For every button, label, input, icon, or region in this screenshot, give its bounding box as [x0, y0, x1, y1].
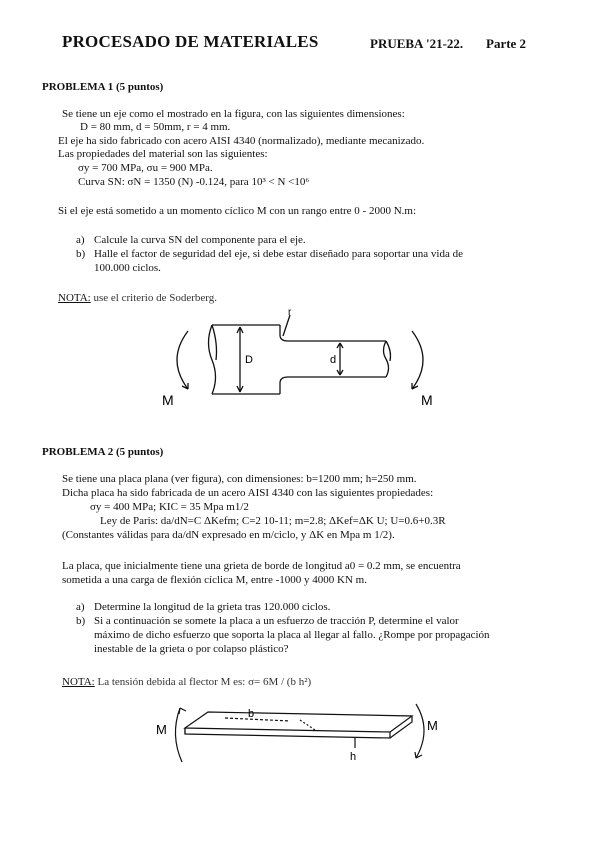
p2-item-b-cont: máximo de dicho esfuerzo que soporta la placa al llegar al fallo. ¿Rompe por propagación — [94, 629, 490, 641]
p2-item-b: Si a continuación se somete la placa a un esfuerzo de tracción P, determine el valor — [94, 615, 459, 627]
test-part: Parte 2 — [486, 36, 527, 51]
label-h: h — [350, 751, 357, 763]
nota-label: NOTA: — [58, 292, 91, 304]
label-M-right: M — [421, 392, 433, 408]
label-M-left: M — [162, 392, 174, 408]
p1-dimensions: D = 80 mm, d = 50mm, r = 4 mm. — [80, 121, 231, 133]
p2-units-note: (Constantes válidas para da/dN expresado en m/ciclo, y ΔK en Mpa m 1/2). — [62, 529, 395, 541]
p1-item-a: Calcule la curva SN del componente para el eje. — [94, 234, 306, 246]
label-d: d — [330, 354, 337, 366]
p2-paris-law: Ley de Paris: da/dN=C ΔKefm; C=2 10-11; m=2.8; ΔKef=ΔK U; U=0.6+0.3R — [100, 515, 446, 527]
p2-item-marker: a) — [76, 601, 85, 613]
nota-text: La tensión debida al flector M es: σ= 6M / (b h²) — [97, 676, 312, 688]
label-D: D — [245, 354, 253, 366]
p2-properties: σy = 400 MPa; KIC = 35 Mpa m1/2 — [90, 501, 249, 513]
nota-label: NOTA: — [62, 676, 95, 688]
p1-line: Las propiedades del material son las siguientes: — [58, 148, 268, 160]
label-r: r — [288, 307, 292, 318]
label-M-right: M — [427, 718, 438, 733]
problem2-heading: PROBLEMA 2 (5 puntos) — [42, 446, 164, 458]
problem1-heading: PROBLEMA 1 (5 puntos) — [42, 81, 164, 93]
page-title: PROCESADO DE MATERIALES — [62, 32, 319, 51]
nota-text: use el criterio de Soderberg. — [93, 292, 217, 304]
p1-item-marker: b) — [76, 248, 86, 260]
shaft-figure — [150, 305, 450, 415]
p2-item-b-cont: inestable de la grieta o por colapso plástico? — [94, 643, 289, 655]
p1-yield-ultimate: σy = 700 MPa, σu = 900 MPa. — [78, 162, 213, 174]
moment-arc-right — [416, 704, 424, 758]
plate-figure — [150, 700, 450, 780]
p2-para: sometida a una carga de flexión cíclica M, entre -1000 y 4000 KN m. — [62, 574, 367, 586]
p2-item-a: Determine la longitud de la grieta tras 120.000 ciclos. — [94, 601, 331, 613]
p2-line: Se tiene una placa plana (ver figura), con dimensiones: b=1200 mm; h=250 mm. — [62, 473, 417, 485]
test-year: PRUEBA '21-22. — [370, 36, 464, 51]
label-M-left: M — [156, 722, 167, 737]
p1-sn-curve: Curva SN: σN = 1350 (N) -0.124, para 10³ < N <10⁶ — [78, 176, 310, 188]
label-b: b — [248, 708, 255, 720]
moment-arc-left — [177, 331, 188, 389]
p1-item-marker: a) — [76, 234, 85, 246]
p2-nota — [62, 676, 311, 689]
p2-line: Dicha placa ha sido fabricada de un acero AISI 4340 con las siguientes propiedades: — [62, 487, 434, 499]
p1-line: Se tiene un eje como el mostrado en la figura, con las siguientes dimensiones: — [62, 108, 405, 120]
p1-item-b-cont: 100.000 ciclos. — [94, 262, 161, 274]
p2-item-marker: b) — [76, 615, 86, 627]
p1-intro: Si el eje está sometido a un momento cíclico M con un rango entre 0 - 2000 N.m: — [58, 205, 417, 217]
p2-para: La placa, que inicialmente tiene una grieta de borde de longitud a0 = 0.2 mm, se encuentra — [62, 560, 461, 572]
p1-line: El eje ha sido fabricado con acero AISI 4340 (normalizado), mediante mecanizado. — [58, 135, 425, 147]
p1-item-b: Halle el factor de seguridad del eje, si debe estar diseñado para soportar una vida de — [94, 248, 463, 260]
moment-arc-left — [175, 708, 182, 762]
p1-nota — [58, 292, 217, 305]
moment-arc-right — [412, 331, 423, 389]
